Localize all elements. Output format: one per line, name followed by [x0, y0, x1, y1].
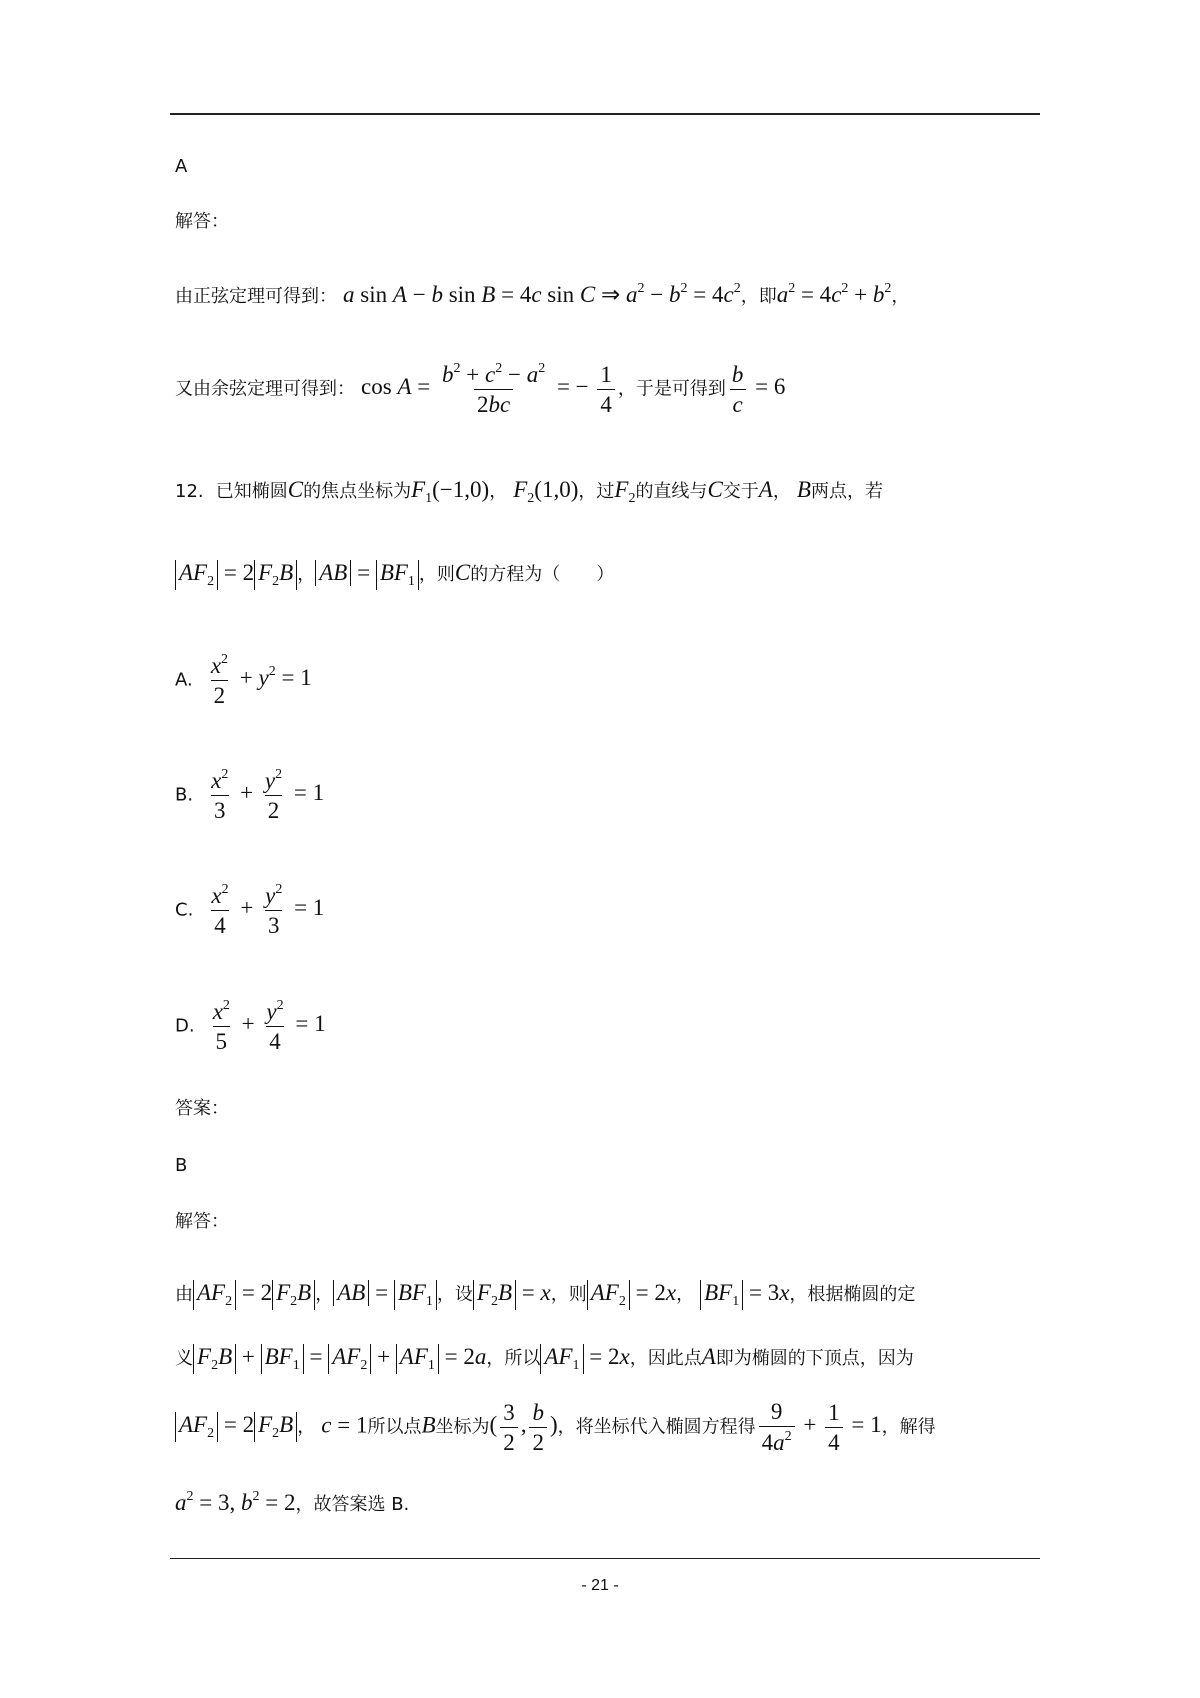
- option-c: C. $\frac{x^2}{4}$ + $\frac{y^2}{3}$ = 1: [175, 882, 325, 938]
- prev-solution-line-2: 又由余弦定理可得到： cos A = $\frac{b^2 + c^2 - a^2}{2bc}$ = − $\frac{1}{4}$ ，于是可得到 $\frac{b}{c}$ = 6: [175, 361, 786, 417]
- solution-label: 解答：: [175, 1211, 229, 1232]
- solution-line-3: $AF_2 = 2$ $F_2B$ ， c = 1所以点B坐标为( $\frac{3}{2}$ , $\frac{b}{2}$ )，将坐标代入椭圆方程得 $\frac{9}{4a^2}$ + $\frac{1}{4}$ = 1，解得: [175, 1400, 936, 1454]
- option-a: A. $\frac{x^2}{2}$ + $y^2 = 1$: [175, 652, 312, 708]
- question-12-line-2: $AF_2 = 2$ $F_2B$ ， AB = $BF_1$ ，则C的方程为（ ）: [175, 560, 614, 590]
- header-rule: [170, 113, 1040, 115]
- solution-line-2: 义 $F_2B + BF_1 = AF_2 + AF_1 = 2a$，所以 $AF_1 = 2x$，因此点A即为椭圆的下顶点，因为: [175, 1344, 914, 1373]
- solution-line-4: $a^2 = 3$, $b^2 = 2$，故答案选 B.: [175, 1489, 410, 1515]
- footer-rule: [170, 1558, 1040, 1559]
- prev-answer-letter: A: [175, 156, 188, 177]
- answer-letter: B: [175, 1155, 188, 1176]
- option-d: D. $\frac{x^2}{5}$ + $\frac{y^2}{4}$ = 1: [175, 998, 326, 1054]
- page-number: - 21 -: [581, 1577, 619, 1594]
- question-12-line-1: 12. 已知椭圆C的焦点坐标为$F_1(-1,0)$， $F_2(1,0)$，过$F_2$的直线与C交于A， B两点，若: [175, 477, 883, 506]
- prev-solution-label: 解答：: [175, 211, 229, 232]
- solution-line-1: 由 $AF_2 = 2$ $F_2B$ ， AB = $BF_1$ ，设 $F_2B = x$，则 $AF_2 = 2x$， $BF_1 = 3x$，根据椭圆的定: [175, 1280, 916, 1309]
- prev-solution-line-1: 由正弦定理可得到： a sin A − b sin B = 4c sin C ⇒ $a^2 - b^2 = 4c^2$，即$a^2 = 4c^2 + b^2$，: [175, 281, 910, 307]
- answer-label: 答案：: [175, 1098, 229, 1119]
- option-b: B. $\frac{x^2}{3}$ + $\frac{y^2}{2}$ = 1: [175, 767, 325, 823]
